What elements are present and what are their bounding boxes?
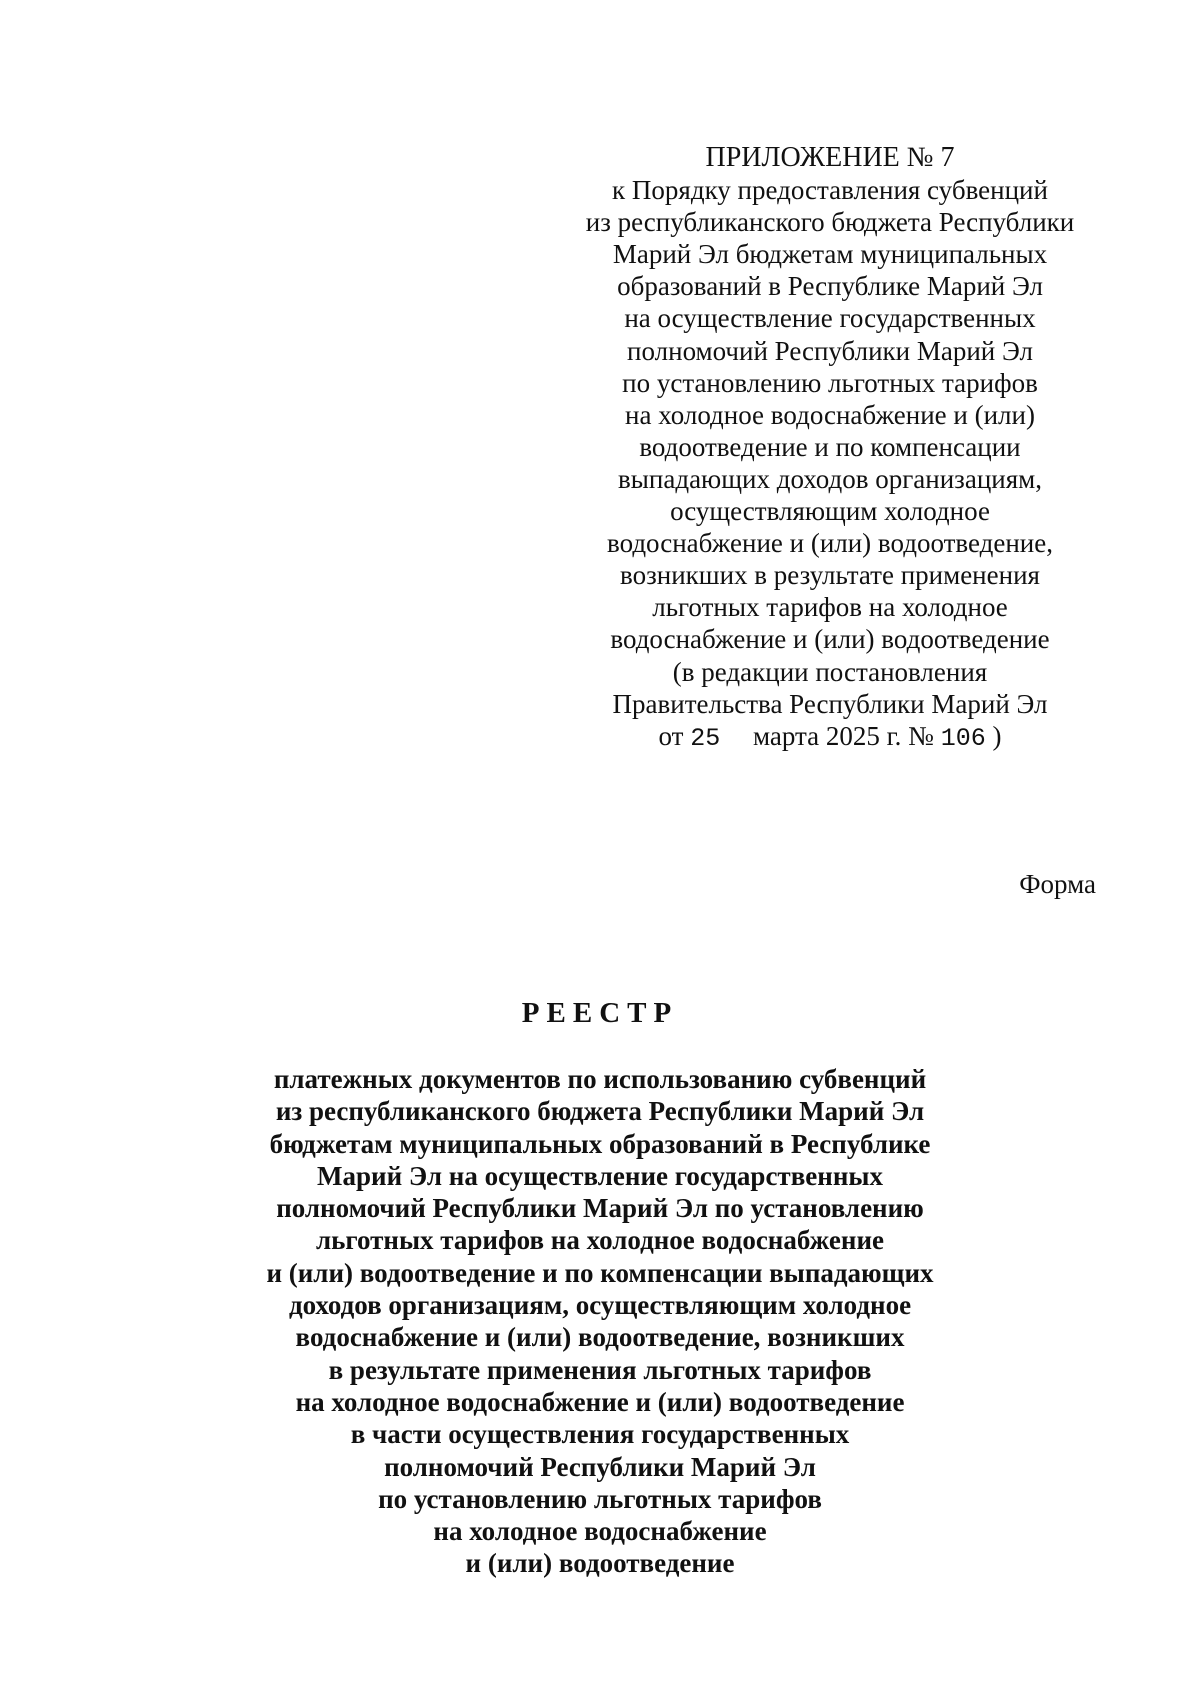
registry-line: бюджетам муниципальных образований в Республике [269, 1128, 931, 1159]
appendix-line: к Порядку предоставления субвенций [612, 175, 1048, 206]
registry-line: платежных документов по использованию субвенций [273, 1064, 927, 1094]
appendix-line: водоснабжение и (или) водоотведение, [607, 528, 1053, 559]
appendix-line: из республиканского бюджета Республики [585, 207, 1075, 238]
appendix-line: (в редакции постановления [672, 656, 988, 687]
appendix-line: выпадающих доходов организациям, [618, 463, 1042, 494]
appendix-title: ПРИЛОЖЕНИЕ № 7 [705, 142, 955, 173]
registry-line: полномочий Республики Марий Эл по установлению [276, 1193, 924, 1224]
registry-line: полномочий Республики Марий Эл [384, 1451, 816, 1482]
appendix-line: возникших в результате применения [620, 560, 1040, 591]
resolution-number: 106 [940, 723, 986, 753]
resolution-date-line [560, 720, 1100, 755]
appendix-line: Марий Эл бюджетам муниципальных [612, 239, 1048, 270]
appendix-line: осуществляющим холодное [670, 496, 990, 527]
registry-line: на холодное водоснабжение [433, 1516, 767, 1547]
form-label: Форма [1019, 869, 1096, 899]
registry-heading: РЕЕСТР [521, 997, 679, 1029]
appendix-line: водоснабжение и (или) водоотведение [610, 624, 1050, 655]
appendix-line: по установлению льготных тарифов [622, 367, 1038, 398]
registry-line: доходов организациям, осуществляющим холодное [288, 1290, 912, 1321]
registry-line: водоснабжение и (или) водоотведение, возникших [295, 1322, 905, 1353]
date-prefix: от [658, 720, 684, 751]
appendix-line: водоотведение и по компенсации [639, 431, 1021, 462]
registry-line: из республиканского бюджета Республики Марий Эл [275, 1096, 925, 1127]
appendix-line: образований в Республике Марий Эл [617, 271, 1043, 302]
registry-line: и (или) водоотведение и по компенсации выпадающих [266, 1257, 934, 1288]
appendix-line: на осуществление государственных [624, 303, 1036, 334]
registry-line: Марий Эл на осуществление государственных [317, 1160, 883, 1191]
registry-line: льготных тарифов на холодное водоснабжение [315, 1225, 884, 1256]
registry-line: в части осуществления государственных [350, 1419, 850, 1450]
appendix-line: полномочий Республики Марий Эл [627, 335, 1033, 366]
registry-line: по установлению льготных тарифов [378, 1483, 822, 1514]
registry-line: на холодное водоснабжение и (или) водоотведение [295, 1386, 905, 1417]
resolution-month-year: марта 2025 г. № [753, 720, 934, 751]
registry-line: в результате применения льготных тарифов [328, 1354, 872, 1385]
appendix-block [560, 142, 1100, 755]
appendix-line: льготных тарифов на холодное [652, 592, 1008, 623]
resolution-day: 25 [690, 723, 721, 753]
appendix-line: на холодное водоснабжение и (или) [625, 399, 1035, 430]
closing-parenthesis: ) [992, 720, 1002, 751]
registry-description [0, 1063, 1200, 1580]
appendix-line: Правительства Республики Марий Эл [612, 688, 1048, 719]
registry-line: и (или) водоотведение [465, 1548, 735, 1579]
